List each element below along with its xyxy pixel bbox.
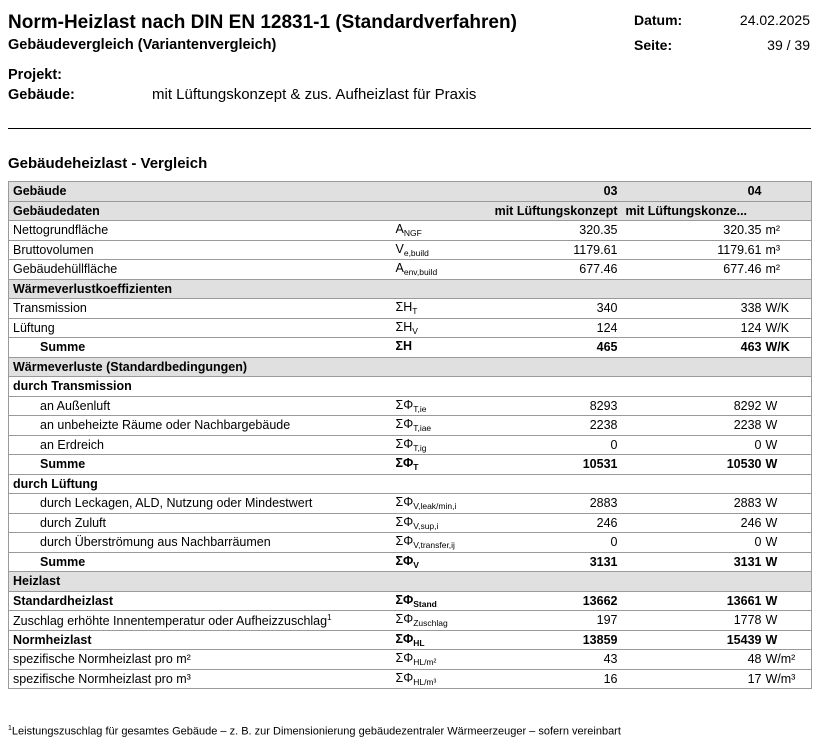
table-row: [9, 240, 812, 260]
table-row: [9, 435, 812, 455]
row-symbol: ΣH: [395, 339, 413, 354]
row-symbol-subscript: V,leak/min,i: [413, 501, 457, 512]
unit: W: [765, 515, 778, 530]
project-label: Projekt:: [8, 67, 62, 83]
value-04: 3131: [733, 554, 762, 569]
value-03: 16: [480, 669, 622, 689]
row-symbol-subscript: Stand: [413, 598, 437, 609]
row-label: Summe: [40, 340, 86, 355]
unit: W: [765, 496, 778, 511]
table-row: [9, 260, 812, 280]
row-symbol-subscript: T,ie: [413, 403, 427, 414]
section-row: [9, 572, 812, 592]
unit: W/K: [765, 320, 790, 335]
value-04: 463: [740, 340, 762, 355]
table-row: [9, 416, 812, 436]
value-04: 320.35: [723, 223, 762, 238]
row-label: Zuschlag erhöhte Innentemperatur oder Aufheizzuschlag: [13, 613, 328, 628]
value-04: 1778: [733, 613, 762, 628]
row-symbol-subscript: T,iae: [413, 423, 432, 434]
row-symbol-subscript: HL: [413, 637, 425, 648]
row-symbol: ΣΦ: [395, 417, 414, 432]
table-row: [9, 455, 812, 475]
unit: W: [765, 535, 778, 550]
unit: W: [765, 613, 778, 628]
subsection-label: durch Lüftung: [9, 474, 812, 494]
unit: W/m³: [765, 671, 796, 686]
row-symbol-subscript: e,build: [403, 247, 429, 258]
value-04: 0: [754, 535, 762, 550]
value-03: 124: [480, 318, 622, 338]
table-row: [9, 552, 812, 572]
row-label: an unbeheizte Räume oder Nachbargebäude: [40, 418, 291, 433]
value-03: 465: [480, 338, 622, 358]
table-row: [9, 494, 812, 514]
table-row: [9, 630, 812, 650]
row-symbol: ΣH: [395, 300, 413, 315]
row-symbol: ΣΦ: [395, 631, 414, 646]
unit: W: [765, 554, 778, 569]
section-label: Wärmeverlustkoeffizienten: [9, 279, 812, 299]
row-label: Nettogrundfläche: [13, 223, 109, 238]
unit: W: [765, 593, 778, 608]
row-symbol-subscript: V: [412, 325, 418, 336]
row-label: spezifische Normheizlast pro m³: [13, 671, 191, 686]
section-label: Heizlast: [9, 572, 812, 592]
date-value: 24.02.2025: [739, 12, 810, 28]
value-03: 43: [480, 650, 622, 670]
column-header-label: Gebäude: [9, 182, 392, 202]
row-symbol: V: [395, 241, 404, 256]
row-symbol: ΣΦ: [395, 612, 414, 627]
value-04: 338: [740, 301, 762, 316]
page-value: 39 / 39: [767, 37, 810, 53]
row-symbol-subscript: T: [412, 306, 418, 317]
row-symbol-subscript: env,build: [403, 267, 438, 278]
table-row: [9, 533, 812, 553]
value-03: 8293: [480, 396, 622, 416]
row-label: spezifische Normheizlast pro m²: [13, 652, 191, 667]
value-04: 15439: [726, 632, 762, 647]
table-row: [9, 338, 812, 358]
table-row: [9, 669, 812, 689]
row-label: Normheizlast: [13, 632, 92, 647]
unit: m²: [765, 262, 781, 277]
table-row: [9, 591, 812, 611]
row-label: an Erdreich: [40, 437, 104, 452]
row-label: Transmission: [13, 301, 87, 316]
variant-04-name: mit Lüftungskonze...: [622, 201, 812, 221]
row-label: an Außenluft: [40, 398, 111, 413]
value-04: 8292: [733, 398, 762, 413]
row-symbol-subscript: Zuschlag: [413, 618, 448, 629]
row-label: durch Leckagen, ALD, Nutzung oder Mindestwert: [40, 496, 313, 511]
value-03: 10531: [480, 455, 622, 475]
report-title: Norm-Heizlast nach DIN EN 12831-1 (Standardverfahren): [8, 12, 517, 33]
date-label: Datum:: [634, 12, 683, 28]
row-symbol: ΣΦ: [395, 553, 414, 568]
variant-03-name: mit Lüftungskonzept: [480, 201, 622, 221]
value-03: 246: [480, 513, 622, 533]
subsection-row: [9, 474, 812, 494]
value-04: 0: [754, 437, 762, 452]
section-title: Gebäudeheizlast - Vergleich: [8, 155, 208, 172]
row-label: Summe: [40, 554, 86, 569]
row-symbol-subscript: T: [413, 462, 419, 473]
row-symbol: A: [395, 222, 404, 237]
table-row: [9, 318, 812, 338]
unit: W/m²: [765, 652, 796, 667]
value-03: 0: [480, 533, 622, 553]
row-label: Lüftung: [13, 320, 55, 335]
column-header-04: 04: [747, 184, 762, 199]
page-label: Seite:: [634, 37, 673, 53]
value-04: 677.46: [723, 262, 762, 277]
row-label: Standardheizlast: [13, 593, 114, 608]
value-03: 2883: [480, 494, 622, 514]
value-03: 2238: [480, 416, 622, 436]
value-04: 2238: [733, 418, 762, 433]
unit: W: [765, 437, 778, 452]
row-label: Summe: [40, 457, 86, 472]
row-symbol: ΣΦ: [395, 592, 414, 607]
value-04: 48: [747, 652, 762, 667]
subsection-label: durch Transmission: [9, 377, 812, 397]
unit: W: [765, 632, 778, 647]
table-row: [9, 650, 812, 670]
row-symbol-subscript: NGF: [403, 228, 422, 239]
row-label: Gebäudehüllfläche: [13, 262, 118, 277]
row-label: Bruttovolumen: [13, 242, 94, 257]
row-symbol-subscript: V: [413, 559, 419, 570]
building-data-label: Gebäudedaten: [9, 201, 392, 221]
column-header-03: 03: [480, 182, 622, 202]
row-symbol: ΣΦ: [395, 670, 414, 685]
value-03: 197: [480, 611, 622, 631]
row-symbol: ΣΦ: [395, 514, 414, 529]
table-row: [9, 396, 812, 416]
row-symbol: ΣΦ: [395, 397, 414, 412]
value-03: 13662: [480, 591, 622, 611]
value-03: 3131: [480, 552, 622, 572]
footnote: [8, 725, 621, 738]
section-label: Wärmeverluste (Standardbedingungen): [9, 357, 812, 377]
building-label: Gebäude:: [8, 87, 75, 103]
value-04: 10530: [726, 457, 762, 472]
row-symbol-subscript: V,transfer,ij: [413, 540, 455, 551]
value-04: 17: [747, 671, 762, 686]
value-04: 246: [740, 515, 762, 530]
row-symbol: ΣΦ: [395, 436, 414, 451]
report-subtitle: Gebäudevergleich (Variantenvergleich): [8, 37, 277, 53]
table-row: [9, 513, 812, 533]
value-03: 0: [480, 435, 622, 455]
footnote-mark: 1: [8, 725, 12, 732]
value-03: 1179.61: [480, 240, 622, 260]
value-03: 677.46: [480, 260, 622, 280]
section-row: [9, 279, 812, 299]
unit: W: [765, 398, 778, 413]
row-symbol-subscript: T,ig: [413, 442, 427, 453]
value-04: 1179.61: [717, 242, 762, 257]
unit: W: [765, 418, 778, 433]
unit: m³: [765, 242, 781, 257]
table-row: [9, 299, 812, 319]
footnote-text: Leistungszuschlag für gesamtes Gebäude – z. B. zur Dimensionierung gebäudezentraler Wärmeerzeuger – sofern vereinbart: [11, 725, 621, 738]
row-symbol: ΣΦ: [395, 456, 414, 471]
row-symbol: ΣΦ: [395, 495, 414, 510]
section-row: [9, 357, 812, 377]
comparison-table: [8, 181, 812, 689]
building-data-header-row: [9, 201, 812, 221]
value-04: 13661: [726, 593, 762, 608]
unit: m²: [765, 223, 781, 238]
value-03: 13859: [480, 630, 622, 650]
header-divider: [8, 128, 811, 129]
row-symbol: A: [395, 261, 404, 276]
subsection-row: [9, 377, 812, 397]
table-header-row: [9, 182, 812, 202]
row-label: durch Überströmung aus Nachbarräumen: [40, 535, 271, 550]
row-symbol: ΣΦ: [395, 534, 414, 549]
building-value: mit Lüftungskonzept & zus. Aufheizlast für Praxis: [152, 86, 477, 103]
row-symbol: ΣΦ: [395, 651, 414, 666]
unit: W: [765, 457, 778, 472]
unit: W/K: [765, 301, 790, 316]
row-symbol-subscript: HL/m²: [413, 657, 437, 668]
value-04: 2883: [733, 496, 762, 511]
row-symbol-subscript: V,sup,i: [413, 520, 439, 531]
row-symbol: ΣH: [395, 319, 413, 334]
table-row: [9, 221, 812, 241]
value-03: 320.35: [480, 221, 622, 241]
table-row: [9, 611, 812, 631]
value-04: 124: [740, 320, 762, 335]
value-03: 340: [480, 299, 622, 319]
row-symbol-subscript: HL/m³: [413, 676, 437, 687]
unit: W/K: [765, 340, 790, 355]
row-label: durch Zuluft: [40, 515, 107, 530]
footnote-ref: 1: [327, 612, 332, 622]
